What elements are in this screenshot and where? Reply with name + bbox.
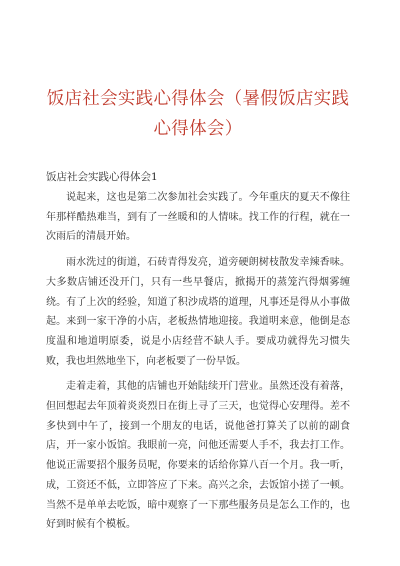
section-heading: 饭店社会实践心得体会1 [46, 171, 158, 183]
body-paragraph: 雨水洗过的街道，石砖青得发亮，道旁硬朗树枝散发幸辣香味。大多数店铺还没开门，只有一些早餐店，掀揭开的蒸笼汽得烟雾缠绕。有了上次的经验，知道了积沙成塔的道理，凡事还是得从小事做起。来到一家干净的小店，老板热情地迎接。我道明来意，他倒是态度温和地道明原委，说是小店经营不缺人手。要成功就得先习惯失败，我也坦然地坐下，向老板要了一份早饭。 [46, 257, 350, 367]
body-paragraph: 走着走着，其他的店铺也开始陆续开门营业。虽然还没有着落，但回想起去年顶着炎炎烈日在街上寻了三天，也觉得心安理得。差不多快到中午了，接到一个朋友的电话，说他爸打算关了以前的副食店，开一家小饭馆。我眼前一亮，问他还需要人手不，我去打工作。他说正需要招个服务员呢，你要来的话给你算八百一个月。我一听，成，工资还不低，立即答应了下来。高兴之余，去饭馆小搓了一顿。当然不是单单去吃饭，暗中观察了一下那些服务员是怎么工作的，也好到时候有个模板。 [46, 381, 350, 531]
body-paragraph: 说起来，这也是第二次参加社会实践了。今年重庆的夏天不像往年那样酷热难当，到有了一丝暖和的人情味。找工作的行程，就在一次雨后的清晨开始。 [46, 192, 350, 243]
document-title: 饭店社会实践心得体会（暑假饭店实践心得体会） [46, 89, 350, 139]
